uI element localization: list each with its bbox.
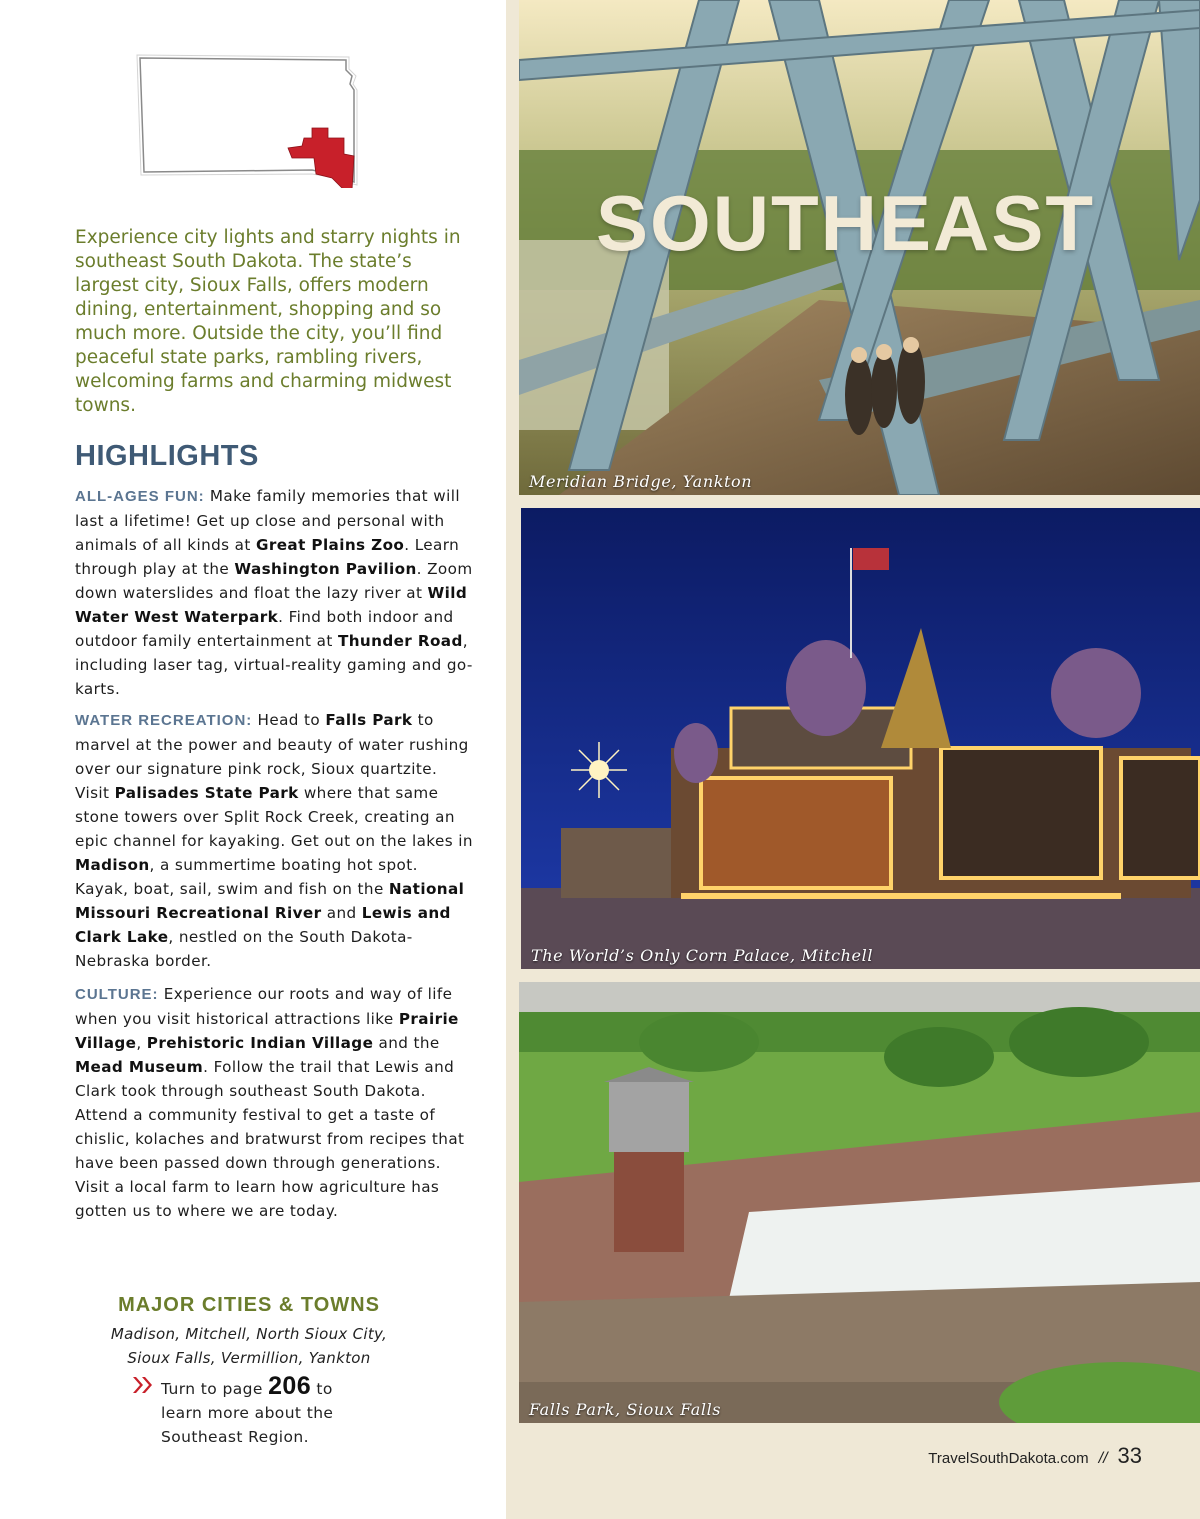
page-reference bbox=[134, 1374, 374, 1449]
mead-museum-name: Mead Museum bbox=[75, 1058, 204, 1076]
madison-name: Madison bbox=[75, 856, 150, 874]
text-run: , nestled on the South Dakota-Nebraska border. bbox=[75, 928, 413, 970]
text-run: Experience our roots and way of life when you visit historical attractions like bbox=[75, 985, 453, 1028]
text-run: Make family memories that will last a lifetime! Get up close and personal with animals of all kinds at bbox=[75, 487, 460, 554]
turn-text: Turn to page bbox=[161, 1380, 269, 1398]
website-link[interactable]: TravelSouthDakota.com bbox=[928, 1450, 1089, 1467]
washington-pavilion-link: Washington Pavilion bbox=[234, 560, 417, 578]
text-run: . Find both indoor and outdoor family entertainment at bbox=[75, 608, 454, 650]
intro-paragraph: Experience city lights and starry nights in southeast South Dakota. The state’s largest city, Sioux Falls, offers modern dining, entertainment, shopping and so much more. Outside the city, you’ll find peaceful state parks, rambling rivers, welcoming farms and charming midwest towns. bbox=[75, 227, 461, 416]
page-number: 33 bbox=[1117, 1443, 1142, 1468]
bridge-caption: Meridian Bridge, Yankton bbox=[529, 472, 753, 491]
text-run: . Follow the trail that Lewis and Clark took through southeast South Dakota. Attend a community festival to get a taste of chislic, kolaches and bratwurst from recipes that have been passed down through generations. Visit a local farm to learn how agriculture has gotten us to where we are today. bbox=[75, 1058, 465, 1220]
corn-palace-caption: The World’s Only Corn Palace, Mitchell bbox=[531, 946, 874, 965]
falls-park-caption: Falls Park, Sioux Falls bbox=[529, 1400, 722, 1419]
text-run: to marvel at the power and beauty of water rushing over our signature pink rock, Sioux quartzite. Visit bbox=[75, 711, 469, 802]
water-recreation-paragraph bbox=[75, 708, 475, 973]
culture-paragraph bbox=[75, 982, 475, 1223]
prairie-village-name: Prairie Village bbox=[75, 1010, 459, 1052]
text-run: . Learn through play at the bbox=[75, 536, 460, 578]
major-cities-heading: MAJOR CITIES & TOWNS bbox=[118, 1294, 380, 1316]
cities-line-1: Madison, Mitchell, North Sioux City, bbox=[110, 1325, 388, 1343]
double-chevron-right-icon bbox=[132, 1376, 154, 1394]
all-ages-fun-paragraph bbox=[75, 484, 475, 701]
cities-line-2: Sioux Falls, Vermillion, Yankton bbox=[127, 1349, 371, 1367]
wild-water-west-link: Wild Water West Waterpark bbox=[75, 584, 468, 626]
text-run: and the bbox=[373, 1034, 440, 1052]
major-cities-list bbox=[75, 1322, 423, 1370]
culture-label: CULTURE: bbox=[75, 986, 159, 1003]
thunder-road-link: Thunder Road bbox=[337, 632, 463, 650]
corn-palace-photo bbox=[521, 508, 1200, 969]
text-run: , including laser tag, virtual-reality gaming and go-karts. bbox=[75, 632, 473, 698]
text-run: where that same stone towers over Split Rock Creek, creating an epic channel for kayaking. Get out on the lakes in bbox=[75, 784, 473, 850]
highlights-heading: HIGHLIGHTS bbox=[75, 440, 259, 472]
text-run: . Zoom down waterslides and float the lazy river at bbox=[75, 560, 473, 602]
missouri-river-name: National Missouri Recreational River bbox=[75, 880, 465, 922]
footer-separator: // bbox=[1098, 1450, 1108, 1467]
falls-park-name: Falls Park bbox=[325, 711, 413, 729]
page-number-link[interactable]: 206 bbox=[268, 1372, 312, 1400]
turn-text-post: to learn more about the Southeast Region. bbox=[161, 1380, 334, 1446]
falls-park-photo bbox=[519, 982, 1200, 1423]
south-dakota-map bbox=[132, 50, 364, 188]
text-run: , bbox=[136, 1034, 147, 1052]
text-run: , a summertime boating hot spot. Kayak, boat, sail, swim and fish on the bbox=[75, 856, 418, 898]
text-run: and bbox=[321, 904, 362, 922]
water-recreation-label: WATER RECREATION: bbox=[75, 712, 253, 729]
lewis-clark-lake-name: Lewis and Clark Lake bbox=[75, 904, 451, 946]
prehistoric-indian-village-name: Prehistoric Indian Village bbox=[146, 1034, 374, 1052]
region-title: SOUTHEAST bbox=[596, 179, 1096, 267]
palisades-state-park-name: Palisades State Park bbox=[114, 784, 299, 802]
text-run: Head to bbox=[252, 711, 326, 729]
all-ages-fun-label: ALL-AGES FUN: bbox=[75, 488, 205, 505]
page-footer bbox=[928, 1443, 1142, 1469]
great-plains-zoo-link: Great Plains Zoo bbox=[255, 536, 405, 554]
